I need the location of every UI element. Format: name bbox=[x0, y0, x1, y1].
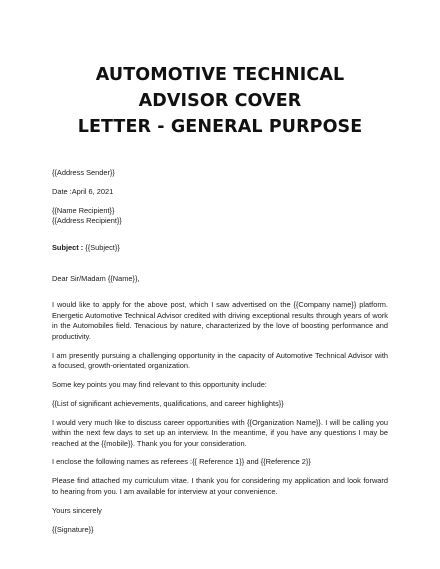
address-recipient: {{Address Recipient}} bbox=[52, 216, 122, 226]
paragraph-cv: Please find attached my curriculum vitae. I thank you for considering my application and look forward to hearing from you. I am available for interview at your convenience. bbox=[52, 476, 388, 496]
address-sender: {{Address Sender}} bbox=[52, 168, 115, 177]
document-title bbox=[52, 62, 388, 140]
paragraph-achievements: {{List of significant achievements, qualifications, and career highlights}} bbox=[52, 398, 284, 408]
recipient-block bbox=[52, 206, 388, 227]
subject-line bbox=[52, 243, 388, 253]
subject-label: Subject : bbox=[52, 242, 84, 252]
salutation: Dear Sir/Madam {{Name}}, bbox=[52, 274, 140, 284]
subject-value: {{Subject}} bbox=[83, 242, 120, 252]
signature: {{Signature}} bbox=[52, 524, 94, 534]
letter-body bbox=[52, 168, 388, 535]
paragraph-interview: I would very much like to discuss career opportunities with {{Organization Name}}. I will be calling you within the next few days to set up an interview. In the meantime, if you have any questions I may be reached at the {{mobile}}. Thank you for your consideration. bbox=[52, 417, 388, 448]
closing: Yours sincerely bbox=[52, 505, 102, 515]
title-line-2: LETTER - GENERAL PURPOSE bbox=[77, 117, 363, 137]
paragraph-opportunity: I am presently pursuing a challenging opportunity in the capacity of Automotive Technical Advisor with a focused, growth-orientated organization. bbox=[52, 350, 388, 370]
paragraph-key-points: Some key points you may find relevant to this opportunity include: bbox=[52, 379, 267, 389]
paragraph-referees: I enclose the following names as referees :{{ Reference 1}} and {{Reference 2}} bbox=[52, 457, 311, 467]
paragraph-intro: I would like to apply for the above post, which I saw advertised on the {{Company name}} platform. Energetic Automotive Technical Advisor credited with driving exceptional results through years of work in the Automobiles field. Tenacious by nature, characterized by the love of boosting performance and productivity. bbox=[52, 300, 388, 341]
letter-date: Date :April 6, 2021 bbox=[52, 186, 114, 196]
title-line-1: AUTOMOTIVE TECHNICAL ADVISOR COVER bbox=[95, 65, 345, 111]
name-recipient: {{Name Recipient}} bbox=[52, 205, 115, 215]
